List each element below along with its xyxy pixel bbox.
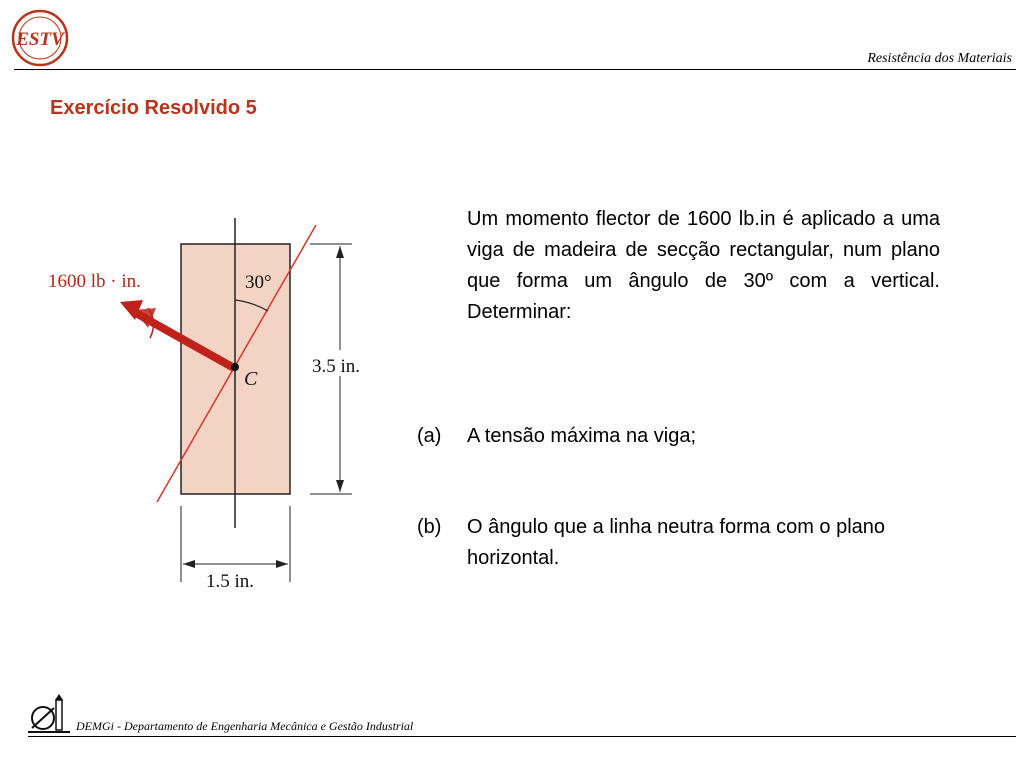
header-divider: [14, 69, 1016, 70]
course-title: Resistência dos Materiais: [867, 51, 1012, 66]
department-logo-icon: [26, 694, 72, 734]
footer-department: DEMGi - Departamento de Engenharia Mecânica e Gestão Industrial: [76, 719, 414, 733]
slide-title: Exercício Resolvido 5: [50, 97, 257, 119]
item-text: A tensão máxima na viga;: [467, 425, 697, 447]
item-label: (b): [417, 516, 442, 538]
width-arrow-right: [276, 560, 288, 568]
height-arrow-top: [336, 246, 344, 258]
problem-statement: Um momento flector de 1600 lb.in é aplicado a uma viga de madeira de secção rectangular, num plano que forma um ângulo de 30º com a vertical. Determinar:: [467, 208, 940, 323]
footer-divider: [28, 736, 1016, 737]
item-text: O ângulo que a linha neutra forma com o plano horizontal.: [467, 516, 886, 569]
width-arrow-left: [183, 560, 195, 568]
centroid-label: C: [244, 368, 258, 390]
height-arrow-bottom: [336, 480, 344, 492]
beam-section-figure: [40, 210, 385, 595]
logo-text: ESTV: [16, 29, 64, 50]
school-logo-icon: [10, 8, 70, 68]
centroid-point: [231, 363, 239, 371]
moment-label: 1600 lb · in.: [48, 271, 141, 292]
height-label: 3.5 in.: [312, 356, 361, 377]
width-label: 1.5 in.: [206, 571, 255, 592]
angle-label: 30°: [245, 272, 272, 293]
item-label: (a): [417, 425, 442, 447]
